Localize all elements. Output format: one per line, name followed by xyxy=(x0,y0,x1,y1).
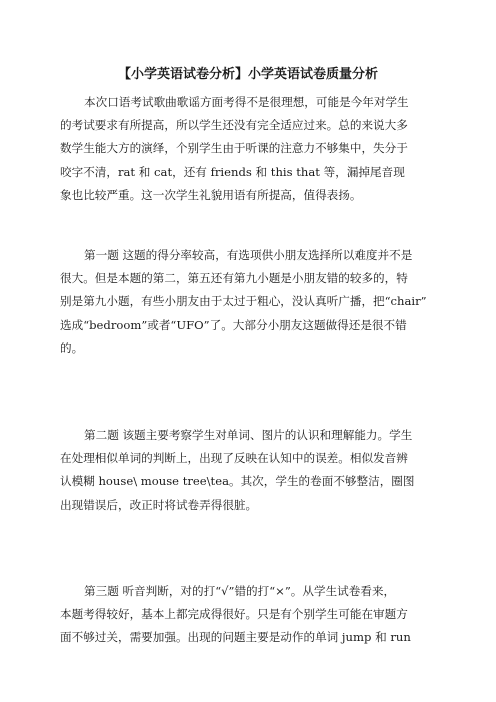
paragraph-question-2 xyxy=(60,424,445,517)
paragraph-line: 很大。但是本题的第二，第五还有第九小题是小朋友错的较多的，特 xyxy=(60,271,408,286)
paragraph-line: 的考试要求有所提高，所以学生还没有完全适应过来。总的来说大多 xyxy=(60,118,408,133)
paragraph-line: 认模糊 house\ mouse tree\tea。其次，学生的卷面不够整洁，圈图 xyxy=(60,474,415,489)
paragraph-line: 出现错误后，改正时将试卷弄得很脏。 xyxy=(60,497,258,512)
paragraph-line: 别是第九小题，有些小朋友由于太过于粗心，没认真听广播，把“chair” xyxy=(60,294,427,309)
paragraph-line: 第二题 该题主要考察学生对单词、图片的认识和理解能力。学生 xyxy=(84,428,413,442)
paragraph-oral-exam xyxy=(60,91,445,207)
paragraph-line: 本次口语考试歌曲歌谣方面考得不是很理想，可能是今年对学生 xyxy=(84,95,409,109)
paragraph-line: 本题考得较好，基本上都完成得很好。只是有个别学生可能在审题方 xyxy=(60,607,408,622)
paragraph-line: 象也比较严重。这一次学生礼貌用语有所提高，值得表扬。 xyxy=(60,187,362,202)
paragraph-line: 在处理相似单词的判断上，出现了反映在认知中的误差。相似发音辨 xyxy=(60,451,408,466)
paragraph-question-1 xyxy=(60,244,445,360)
paragraph-line: 咬字不清，rat 和 cat，还有 friends 和 this that 等，漏掉尾音现 xyxy=(60,164,405,179)
paragraph-line: 数学生能大方的演绎，个别学生由于听课的注意力不够集中，失分于 xyxy=(60,141,408,156)
paragraph-line: 选成“bedroom”或者“UFO”了。大部分小朋友这题做得还是很不错 xyxy=(60,317,407,332)
paragraph-line: 的。 xyxy=(60,340,84,355)
paragraph-line: 第三题 听音判断，对的打“√”错的打“×”。从学生试卷看来， xyxy=(84,584,396,598)
paragraph-line: 第一题 这题的得分率较高，有选项供小朋友选择所以难度并不是 xyxy=(84,248,413,262)
paragraph-question-3 xyxy=(60,580,445,650)
document-title: 【小学英语试卷分析】小学英语试卷质量分析 xyxy=(117,67,378,82)
paragraph-line: 面不够过关，需要加强。出现的问题主要是动作的单词 jump 和 run xyxy=(60,630,411,645)
